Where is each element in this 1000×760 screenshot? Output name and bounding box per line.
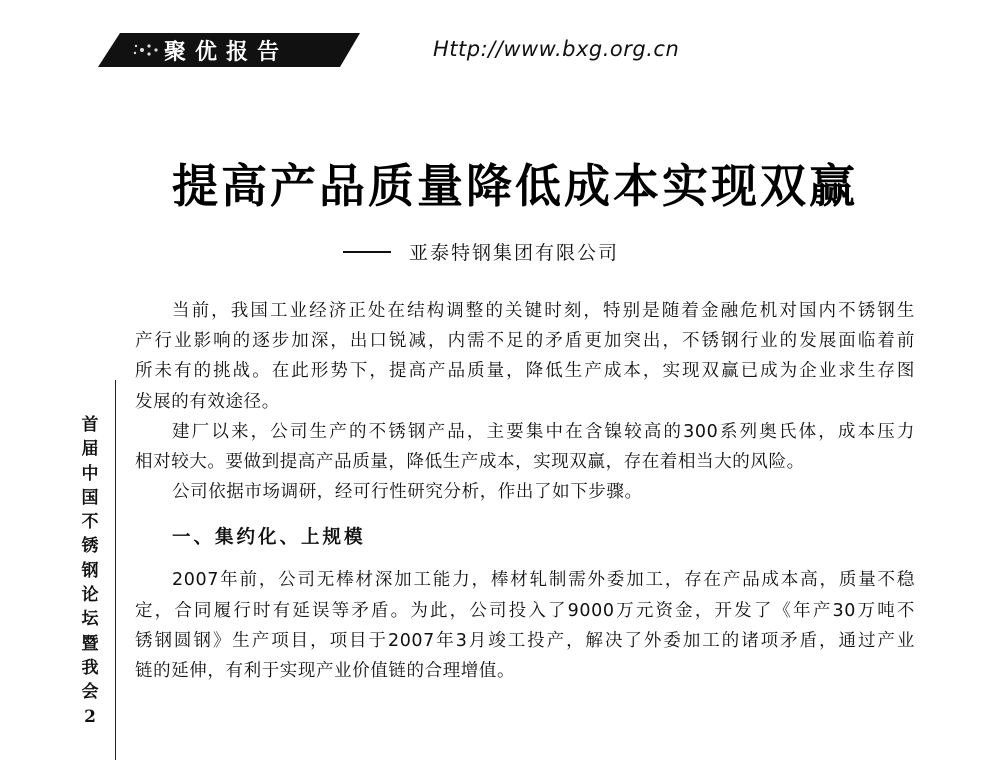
side-char: 届 [81, 439, 99, 460]
side-char: 论 [81, 585, 99, 606]
text-line: 当前，我国工业经济正处在结构调整的关键时刻，特别是随着金融危机对国内不锈钢生 [172, 301, 915, 321]
side-page-number: 2 [84, 706, 96, 727]
text-line: 所未有的挑战。在此形势下，提高产品质量，降低生产成本，实现双赢已成为企业求生存图 [135, 361, 915, 382]
side-char: 钢 [81, 560, 99, 581]
author-dash [343, 251, 391, 253]
text-line: 锈钢圆钢》生产项目，项目于2007年3月竣工投产，解决了外委加工的诸项矛盾，通过产业 [135, 630, 915, 651]
paragraph-2 [135, 417, 915, 477]
side-divider [115, 380, 116, 760]
side-caption [76, 413, 104, 729]
paragraph-3 [135, 477, 915, 507]
banner-title: 聚优报告 [164, 40, 289, 65]
text-line: 链的延伸，有利于实现产业价值链的合理增值。 [135, 660, 516, 681]
paragraph-4 [135, 565, 915, 686]
side-char: 国 [81, 487, 99, 508]
side-char: 我 [81, 657, 99, 678]
article-author [343, 238, 619, 265]
section-spacer [135, 507, 915, 523]
side-char: 不 [81, 512, 99, 533]
text-line: 建厂以来，公司生产的不锈钢产品，主要集中在含镍较高的300系列奥氏体，成本压力 [172, 421, 915, 442]
text-line: 产行业影响的逐步加深，出口锐减，内需不足的矛盾更加突出，不锈钢行业的发展面临着前 [135, 331, 915, 352]
section-heading: 一、集约化、上规模 [172, 527, 366, 549]
side-char: 首 [81, 415, 99, 435]
article-title: 提高产品质量降低成本实现双赢 [172, 159, 858, 213]
article-body [135, 296, 915, 686]
text-line: 定，合同履行时有延误等矛盾。为此，公司投入了9000万元资金，开发了《年产30万吨不 [135, 600, 915, 621]
paragraph-1 [135, 296, 915, 417]
side-char: 锈 [81, 536, 99, 557]
text-line: 相对较大。要做到提高产品质量，降低生产成本，实现双赢，存在着相当大的风险。 [135, 451, 805, 472]
side-char: 中 [81, 463, 99, 484]
header-banner [98, 33, 360, 67]
text-line: 发展的有效途径。 [135, 391, 280, 412]
side-char: 暨 [81, 633, 99, 654]
author-name: 亚泰特钢集团有限公司 [409, 242, 620, 264]
text-line: 公司依据市场调研，经可行性研究分析，作出了如下步骤。 [172, 482, 643, 503]
header-url: Http://www.bxg.org.cn [433, 37, 680, 61]
side-char: 会 [81, 682, 99, 703]
side-char: 坛 [81, 609, 99, 630]
text-line: 2007年前，公司无棒材深加工能力，棒材轧制需外委加工，存在产品成本高，质量不稳 [172, 570, 915, 591]
